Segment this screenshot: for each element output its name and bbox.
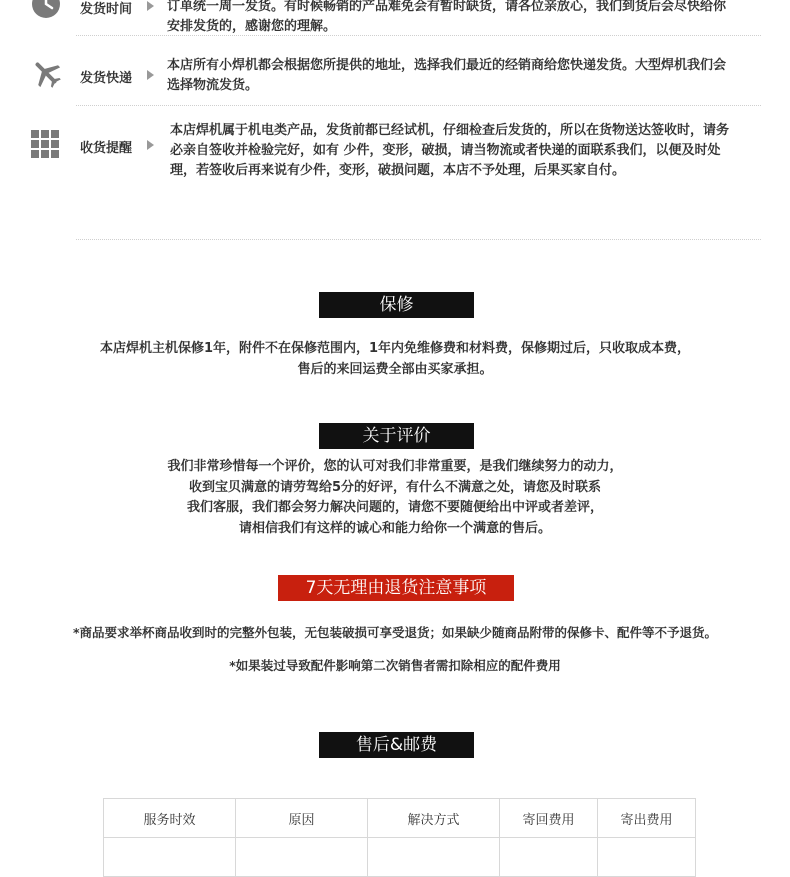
shipping-courier-text: 本店所有小焊机都会根据您所提供的地址，选择我们最近的经销商给您快递发货。大型焊机我们会 选择物流发货。: [167, 58, 727, 93]
airplane-icon: [29, 56, 63, 90]
table-cell: [236, 838, 368, 877]
chevron-right-icon: [147, 70, 154, 80]
return-policy-line-1: *商品要求举杯商品收到时的完整外包装，无包装破损可享受退货；如果缺少随商品附带的保修卡、配件等不予退货。: [72, 625, 718, 640]
warranty-text: 本店焊机主机保修1年，附件不在保修范围内，1年内免维修费和材料费，保修期过后，只收取成本费， 售后的来回运费全部由买家承担。: [99, 341, 691, 377]
table-cell: [500, 838, 598, 877]
aftersale-table: [103, 798, 696, 877]
divider: [76, 35, 761, 36]
divider: [76, 239, 761, 240]
warranty-banner: 保修: [319, 292, 474, 318]
divider: [76, 105, 761, 106]
receipt-reminder-text: 本店焊机属于机电类产品，发货前都已经试机，仔细检查后发货的，所以在货物送达签收时，请务 必亲自签收并检验完好，如有 少件，变形，破损，请当物流或者快递的面联系我们，以便及时处 理，若签收后再来说有少件，变形，破损问题，本店不予处理，后果买家自付。: [170, 123, 730, 178]
clock-icon: [32, 0, 60, 18]
table-cell: [368, 838, 500, 877]
shipping-time-text: 订单统一周一发货。有时候畅销的产品难免会有暂时缺货，请各位亲放心，我们到货后会尽快给你 安排发货的，感谢您的理解。: [167, 0, 727, 34]
aftersale-banner: 售后&邮费: [319, 732, 474, 758]
shipping-courier-label: 发货快递: [80, 71, 133, 86]
table-header-cell: 解决方式: [368, 799, 500, 838]
chevron-right-icon: [147, 140, 154, 150]
grid-icon: [31, 130, 59, 158]
table-row: [104, 838, 696, 877]
table-header-row: [104, 799, 696, 838]
table-cell: [104, 838, 236, 877]
chevron-right-icon: [147, 1, 154, 11]
review-text: 我们非常珍惜每一个评价，您的认可对我们非常重要，是我们继续努力的动力， 收到宝贝满意的请劳驾给5分的好评，有什么不满意之处，请您及时联系 我们客服，我们都会努力解决问题的，请您不要随便给出中评或者差评， 请相信我们有这样的诚心和能力给你一个满意的售后。: [167, 459, 623, 536]
receipt-reminder-label: 收货提醒: [80, 141, 133, 156]
table-cell: [598, 838, 696, 877]
table-header-cell: 寄回费用: [500, 799, 598, 838]
shipping-time-label: 发货时间: [80, 2, 133, 17]
table-header-cell: 服务时效: [104, 799, 236, 838]
return-policy-line-2: *如果装过导致配件影响第二次销售者需扣除相应的配件费用: [229, 658, 561, 673]
return-policy-banner: 7天无理由退货注意事项: [278, 575, 514, 601]
review-banner: 关于评价: [319, 423, 474, 449]
table-header-cell: 寄出费用: [598, 799, 696, 838]
table-header-cell: 原因: [236, 799, 368, 838]
